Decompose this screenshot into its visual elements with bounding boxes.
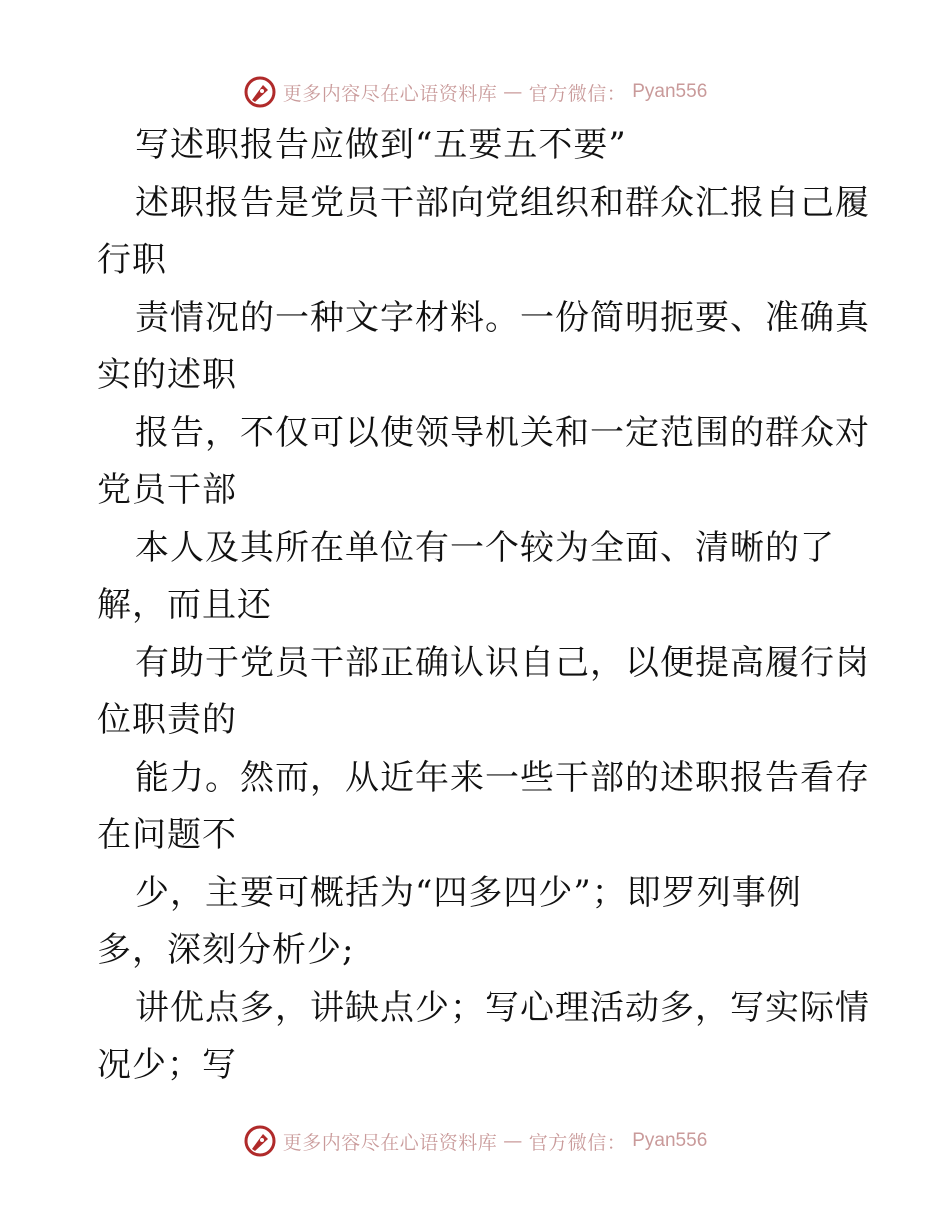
- text-line: 责情况的一种文字材料。一份简明扼要、准确真: [135, 297, 870, 338]
- text-line: 报告，不仅可以使领导机关和一定范围的群众对: [135, 412, 870, 453]
- watermark-wechat-label: 官方微信：: [528, 1131, 627, 1154]
- text-line: 多，深刻分析少;: [97, 930, 355, 970]
- text-line: 少，主要可概括为“四多四少”；即罗列事例: [135, 872, 802, 913]
- document-title: 写述职报告应做到“五要五不要”: [135, 125, 627, 165]
- text-line: 本人及其所在单位有一个较为全面、清晰的了: [135, 527, 835, 568]
- text-line: 行职: [97, 240, 167, 280]
- text-line: 能力。然而，从近年来一些干部的述职报告看存: [135, 757, 870, 798]
- watermark-wechat-id: Pyan556: [632, 1130, 708, 1151]
- text-line: 位职责的: [97, 700, 237, 740]
- pen-nib-logo-icon: [243, 1124, 277, 1158]
- text-line: 党员干部: [97, 470, 237, 510]
- text-line: 述职报告是党员干部向党组织和群众汇报自己履: [135, 182, 870, 223]
- pen-nib-logo-icon: [243, 75, 277, 109]
- watermark-dash: —: [503, 81, 523, 103]
- text-line: 讲优点多，讲缺点少；写心理活动多，写实际情: [135, 987, 870, 1028]
- text-line: 在问题不: [97, 815, 237, 855]
- watermark-wechat-label: 官方微信：: [528, 82, 627, 105]
- watermark-brand-text: 更多内容尽在心语资料库: [282, 1131, 498, 1154]
- watermark-brand-text: 更多内容尽在心语资料库: [282, 82, 498, 105]
- footer-watermark: [0, 1121, 950, 1161]
- watermark-dash: —: [503, 1130, 523, 1152]
- text-line: 解，而且还: [97, 585, 272, 625]
- text-line: 况少；写: [97, 1045, 237, 1085]
- document-body: [97, 117, 870, 1095]
- text-line: 有助于党员干部正确认识自己，以便提高履行岗: [135, 642, 870, 683]
- header-watermark: [0, 72, 950, 112]
- text-line: 实的述职: [97, 355, 237, 395]
- watermark-wechat-id: Pyan556: [632, 81, 708, 102]
